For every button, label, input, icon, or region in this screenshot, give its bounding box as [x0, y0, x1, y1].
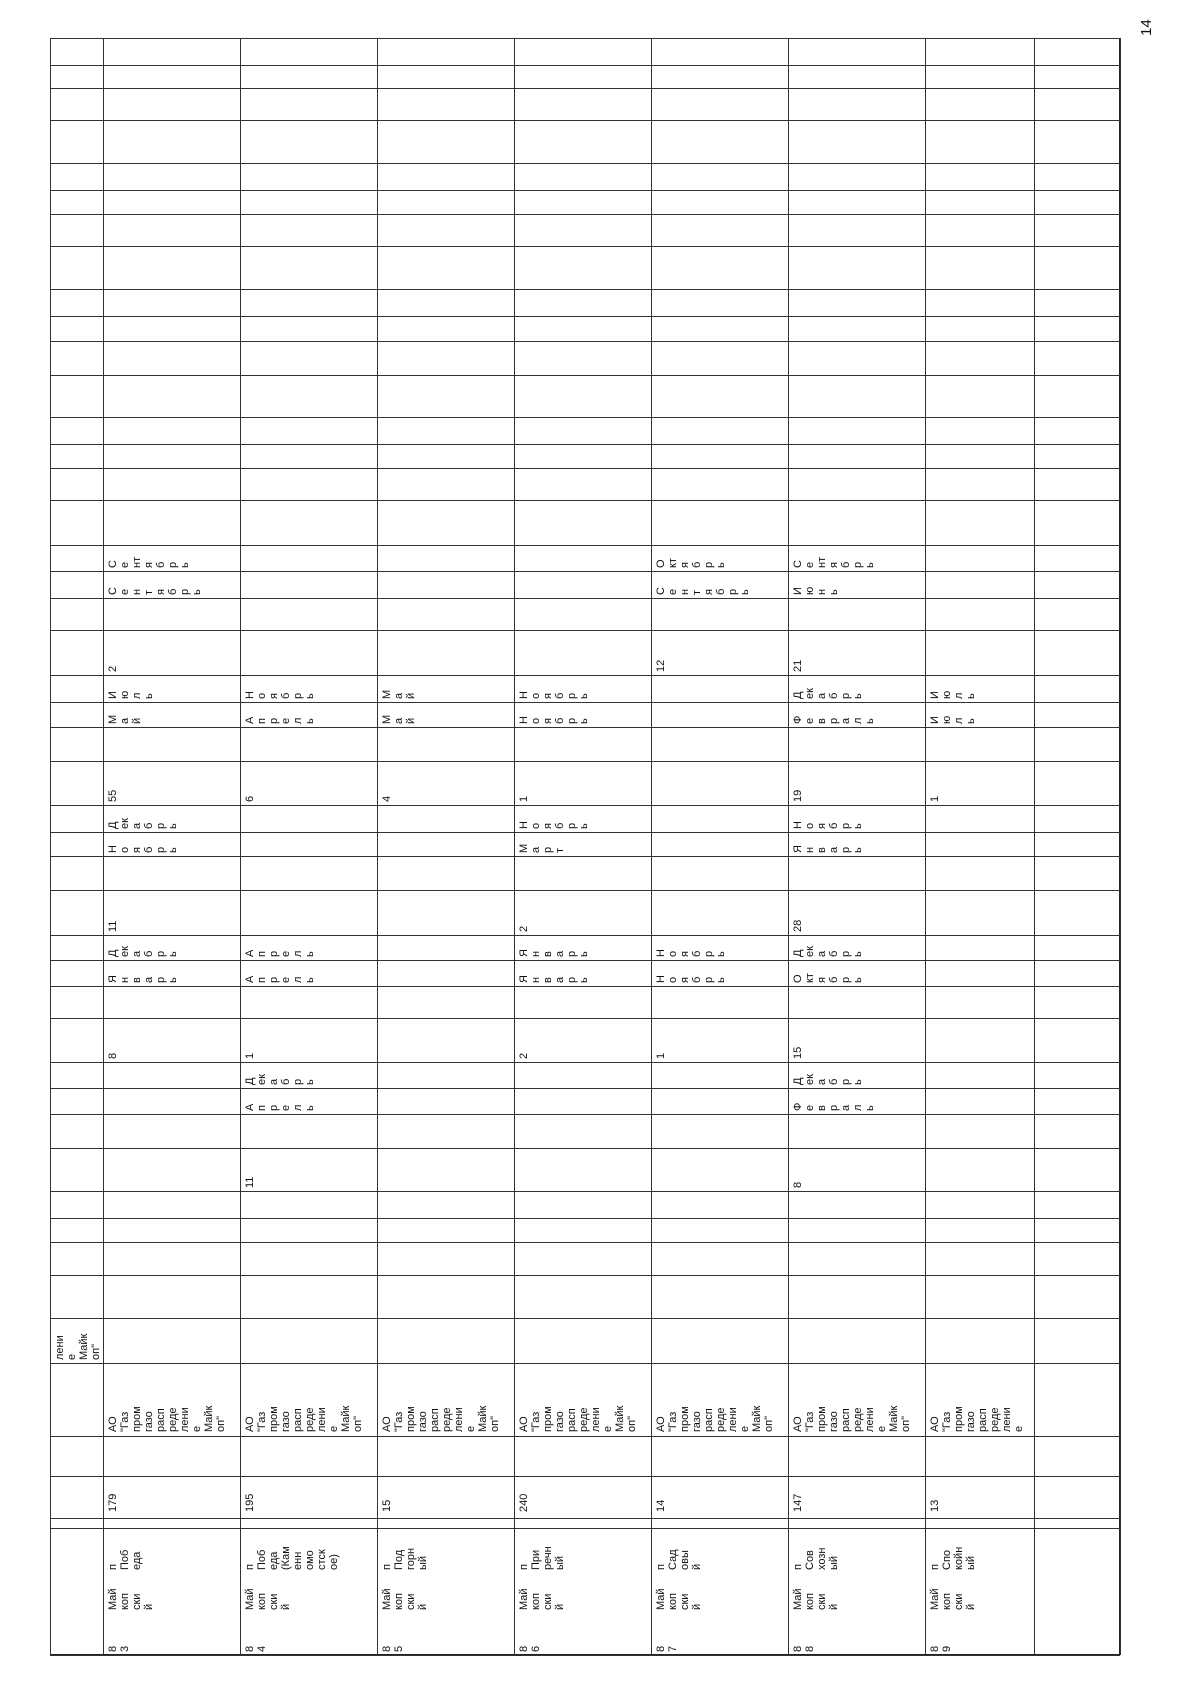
grid-vline	[1120, 38, 1121, 1655]
grid-hline	[50, 444, 1120, 445]
grid-hline	[50, 120, 1120, 121]
settlement-name: п Поб еда	[107, 1549, 143, 1570]
row-number: 8 8	[792, 1645, 816, 1652]
object-count: 13	[929, 1499, 941, 1512]
schedule-entry: Я н в а р ь	[518, 975, 590, 983]
row-number: 8 3	[107, 1645, 131, 1652]
grid-hline	[50, 341, 1120, 342]
schedule-entry: Я н в а р ь	[792, 845, 864, 853]
schedule-entry: 4	[381, 795, 393, 802]
schedule-entry: Д ек а б р ь	[792, 1074, 864, 1085]
row-number: 8 5	[381, 1645, 405, 1652]
settlement-name: п Сад овы й	[655, 1549, 703, 1570]
object-count: 195	[244, 1493, 256, 1512]
grid-hline	[50, 38, 1120, 39]
grid-hline	[50, 246, 1120, 247]
grid-hline	[50, 1191, 1120, 1192]
schedule-entry: М а й	[107, 714, 143, 724]
grid-vline	[103, 38, 104, 1655]
district-name: Май коп ски й	[107, 1588, 155, 1610]
district-name: Май коп ски й	[655, 1588, 703, 1610]
grid-hline	[50, 190, 1120, 191]
schedule-entry: Н о я б р ь	[518, 691, 590, 699]
schedule-entry: Д ек а б р ь	[244, 1074, 316, 1085]
grid-hline	[50, 960, 1120, 961]
grid-hline	[50, 500, 1120, 501]
district-name: Май коп ски й	[792, 1588, 840, 1610]
grid-hline	[50, 1363, 1120, 1364]
grid-hline	[50, 1088, 1120, 1089]
schedule-entry: И ю л ь	[107, 690, 155, 699]
schedule-entry: Д ек а б р ь	[107, 818, 179, 829]
grid-hline	[50, 1242, 1120, 1243]
grid-hline	[50, 1275, 1120, 1276]
schedule-entry: 2	[518, 1052, 530, 1059]
grid-hline	[50, 1218, 1120, 1219]
schedule-entry: 8	[107, 1052, 119, 1059]
organization-name: АО "Газ пром газо расп реде лени е Майк оп"	[107, 1405, 227, 1432]
grid-hline	[50, 289, 1120, 290]
schedule-entry: С е н т я б р ь	[107, 587, 203, 595]
grid-vline	[925, 38, 926, 1655]
schedule-entry: М а й	[381, 689, 417, 699]
organization-name: АО "Газ пром газо расп реде лени е Майк оп"	[244, 1405, 364, 1432]
grid-hline	[50, 761, 1120, 762]
schedule-entry: Я н в а р ь	[518, 949, 590, 957]
schedule-entry: М а й	[381, 714, 417, 724]
settlement-name: п Под горн ый	[381, 1547, 429, 1570]
schedule-entry: С е нт я б р ь	[792, 556, 876, 568]
grid-hline	[50, 1114, 1120, 1115]
schedule-entry: 12	[655, 659, 667, 672]
grid-hline	[50, 1476, 1120, 1477]
object-count: 147	[792, 1493, 804, 1512]
schedule-entry: Ф е в р а л ь	[792, 715, 876, 724]
grid-hline	[50, 1148, 1120, 1149]
grid-hline	[50, 1436, 1120, 1437]
schedule-entry: Я н в а р ь	[107, 975, 179, 983]
grid-hline	[50, 545, 1120, 546]
schedule-entry: А п р е л ь	[244, 1103, 316, 1111]
schedule-entry: С е н т я б р ь	[655, 587, 751, 595]
document-table	[50, 38, 1120, 1655]
schedule-entry: А п р е л ь	[244, 716, 316, 724]
grid-hline	[50, 727, 1120, 728]
grid-hline	[50, 935, 1120, 936]
row-number: 8 9	[929, 1645, 953, 1652]
schedule-entry: Н о я б р ь	[518, 716, 590, 724]
grid-hline	[50, 417, 1120, 418]
schedule-entry: О кт я б р ь	[792, 973, 864, 983]
grid-vline	[788, 38, 789, 1655]
schedule-entry: И ю л ь	[929, 715, 977, 724]
schedule-entry: М а р т	[518, 843, 566, 853]
page-number: 14	[1138, 19, 1155, 36]
schedule-entry: 1	[518, 795, 530, 802]
settlement-name: п Поб еда (Кам енн омо стск ое)	[244, 1546, 340, 1570]
organization-name: АО "Газ пром газо расп реде лени е	[929, 1406, 1025, 1432]
row-number: 8 7	[655, 1645, 679, 1652]
schedule-entry: Н о я б р ь	[792, 821, 864, 829]
grid-hline	[50, 1062, 1120, 1063]
district-name: Май коп ски й	[381, 1588, 429, 1610]
schedule-entry: 15	[792, 1046, 804, 1059]
grid-hline	[50, 1518, 1120, 1519]
settlement-name: п При речн ый	[518, 1546, 566, 1570]
schedule-entry: А п р е л ь	[244, 975, 316, 983]
grid-vline	[514, 38, 515, 1655]
object-count: 14	[655, 1499, 667, 1512]
schedule-entry: 2	[107, 665, 119, 672]
schedule-entry: Н о я б р ь	[655, 949, 727, 957]
schedule-entry: 21	[792, 659, 804, 672]
grid-hline	[50, 571, 1120, 572]
schedule-entry: Н о я б р ь	[655, 975, 727, 983]
grid-hline	[50, 832, 1120, 833]
schedule-entry: И ю л ь	[929, 690, 977, 699]
schedule-entry: Д ек а б р ь	[107, 946, 179, 957]
grid-hline	[50, 214, 1120, 215]
schedule-entry: 19	[792, 789, 804, 802]
grid-vline	[50, 38, 51, 1655]
schedule-entry: Д ек а б р ь	[792, 946, 864, 957]
header-fragment: лени е Майк оп"	[54, 1333, 102, 1360]
grid-hline	[50, 890, 1120, 891]
grid-hline	[50, 1018, 1120, 1019]
grid-hline	[50, 986, 1120, 987]
schedule-entry: 11	[244, 1176, 256, 1188]
schedule-entry: О кт я б р ь	[655, 558, 727, 568]
organization-name: АО "Газ пром газо расп реде лени е Майк оп"	[518, 1405, 638, 1432]
grid-hline	[50, 375, 1120, 376]
grid-vline	[377, 38, 378, 1655]
schedule-entry: 1	[929, 795, 941, 802]
schedule-entry: 2	[518, 925, 530, 932]
grid-hline	[50, 468, 1120, 469]
schedule-entry: Н о я б р ь	[107, 845, 179, 853]
grid-vline	[1034, 38, 1035, 1655]
object-count: 15	[381, 1499, 393, 1512]
object-count: 240	[518, 1493, 530, 1512]
district-name: Май коп ски й	[244, 1588, 292, 1610]
district-name: Май коп ски й	[929, 1588, 977, 1610]
schedule-entry: Ф е в р а л ь	[792, 1102, 876, 1111]
grid-vline	[651, 38, 652, 1655]
grid-hline	[50, 1655, 1120, 1656]
organization-name: АО "Газ пром газо расп реде лени е Майк оп"	[792, 1405, 912, 1432]
row-number: 8 4	[244, 1645, 268, 1652]
schedule-entry: 11	[107, 920, 119, 932]
schedule-entry: 1	[655, 1052, 667, 1059]
grid-hline	[50, 316, 1120, 317]
schedule-entry: 28	[792, 919, 804, 932]
grid-hline	[50, 598, 1120, 599]
schedule-entry: С е нт я б р ь	[107, 556, 191, 568]
grid-hline	[50, 702, 1120, 703]
grid-hline	[50, 805, 1120, 806]
grid-hline	[50, 1528, 1120, 1529]
grid-hline	[50, 856, 1120, 857]
schedule-entry: Н о я б р ь	[518, 821, 590, 829]
organization-name: АО "Газ пром газо расп реде лени е Майк оп"	[655, 1405, 775, 1432]
grid-hline	[50, 65, 1120, 66]
schedule-entry: Д ек а б р ь	[792, 688, 864, 699]
grid-hline	[50, 163, 1120, 164]
schedule-entry: 8	[792, 1181, 804, 1188]
schedule-entry: Н о я б р ь	[244, 691, 316, 699]
schedule-entry: 6	[244, 795, 256, 802]
settlement-name: п Спо койн ый	[929, 1546, 977, 1570]
grid-hline	[50, 1318, 1120, 1319]
grid-hline	[50, 88, 1120, 89]
object-count: 179	[107, 1493, 119, 1512]
district-name: Май коп ски й	[518, 1588, 566, 1610]
grid-vline	[240, 38, 241, 1655]
organization-name: АО "Газ пром газо расп реде лени е Майк оп"	[381, 1405, 501, 1432]
settlement-name: п Сов хозн ый	[792, 1547, 840, 1570]
grid-hline	[50, 675, 1120, 676]
schedule-entry: И ю н ь	[792, 586, 840, 595]
grid-hline	[50, 630, 1120, 631]
row-number: 8 6	[518, 1645, 542, 1652]
schedule-entry: 1	[244, 1052, 256, 1059]
schedule-entry: 55	[107, 789, 119, 802]
schedule-entry: А п р е л ь	[244, 949, 316, 957]
